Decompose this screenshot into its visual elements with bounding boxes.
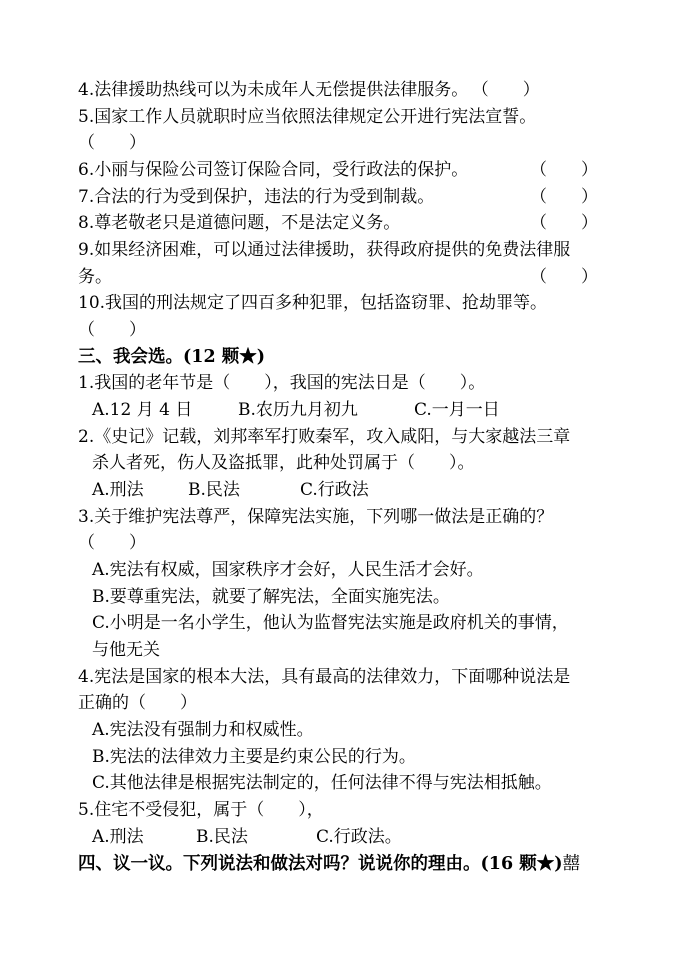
choice-q5-option-c: C.行政法。 <box>316 827 402 847</box>
choice-q1-text: 1.我国的老年节是（ ），我国的宪法日是（ ）。 <box>78 373 486 393</box>
choice-q4-option-b: B.宪法的法律效力主要是约束公民的行为。 <box>92 747 416 767</box>
judge-q9-line2: 务。 <box>78 267 112 287</box>
choice-q5-option-a: A.刑法 <box>92 827 144 847</box>
choice-q2-option-c: C.行政法 <box>300 480 369 500</box>
judge-q6-text: 6.小丽与保险公司签订保险合同，受行政法的保护。 <box>78 160 469 180</box>
choice-q5-option-b: B.民法 <box>196 827 248 847</box>
choice-q4-cont <box>78 690 648 716</box>
choice-q4-line1: 4.宪法是国家的根本大法，具有最高的法律效力，下面哪种说法是 <box>78 667 571 687</box>
judge-q8-blank: （ ） <box>530 213 598 233</box>
choice-q3-option-b: B.要尊重宪法，就要了解宪法，全面实施宪法。 <box>92 587 450 607</box>
choice-q1-options <box>92 397 648 423</box>
choice-q3-line1: 3.关于维护宪法尊严，保障宪法实施，下列哪一做法是正确的？ <box>78 507 554 527</box>
judge-q7-text: 7.合法的行为受到保护，违法的行为受到制裁。 <box>78 187 435 207</box>
choice-q2 <box>78 424 648 450</box>
choice-q3-option-a: A.宪法有权威，国家秩序才会好，人民生活才会好。 <box>92 560 484 580</box>
choice-q1-option-b: B.农历九月初九 <box>238 400 358 420</box>
choice-q4-option-a: A.宪法没有强制力和权威性。 <box>92 720 314 740</box>
judge-q4-blank: （ ） <box>480 80 540 100</box>
choice-q1 <box>78 370 648 396</box>
judge-q5-answer <box>78 130 648 156</box>
choice-q5-text: 5.住宅不受侵犯，属于（ ）， <box>78 800 324 820</box>
judge-q5 <box>78 104 648 130</box>
section4-heading-text: 四、议一议。下列说法和做法对吗？说说你的理由。(16 颗★) <box>78 854 563 874</box>
judge-q4-text: 4.法律援助热线可以为未成年人无偿提供法律服务。 <box>78 80 469 100</box>
choice-q1-option-c: C.一月一日 <box>414 400 500 420</box>
judge-q9-line1: 9.如果经济困难，可以通过法律援助，获得政府提供的免费法律服 <box>78 240 571 260</box>
choice-q2-line2: 杀人者死，伤人及盗抵罪，此种处罚属于（ ）。 <box>92 453 475 473</box>
judge-q9-cont <box>78 264 648 290</box>
judge-q4 <box>78 77 648 103</box>
choice-q3 <box>78 504 648 530</box>
section4-heading <box>78 851 684 877</box>
choice-q3-blank: （ ） <box>78 533 146 553</box>
choice-q4 <box>78 664 648 690</box>
choice-q2-option-a: A.刑法 <box>92 480 144 500</box>
judge-q9-blank: （ ） <box>530 267 598 287</box>
choice-q2-cont <box>92 450 648 476</box>
judge-q10 <box>78 290 648 316</box>
judge-q8-text: 8.尊老敬老只是道德问题，不是法定义务。 <box>78 213 401 233</box>
judge-q10-answer <box>78 317 648 343</box>
judge-q7-blank: （ ） <box>530 187 598 207</box>
choice-q2-option-b: B.民法 <box>188 480 240 500</box>
judge-q7 <box>78 184 648 210</box>
choice-q5 <box>78 797 648 823</box>
choice-q5-options <box>92 824 648 850</box>
judge-q5-blank: （ ） <box>78 133 146 153</box>
choice-q1-option-a: A.12 月 4 日 <box>92 400 193 420</box>
judge-q10-text: 10.我国的刑法规定了四百多种犯罪，包括盗窃罪、抢劫罪等。 <box>78 293 548 313</box>
choice-q4-option-c: C.其他法律是根据宪法制定的，任何法律不得与宪法相抵触。 <box>92 773 552 793</box>
choice-q3-answer <box>78 530 648 556</box>
judge-q6-blank: （ ） <box>530 160 598 180</box>
choice-q4-line2: 正确的（ ） <box>78 693 197 713</box>
judge-q6 <box>78 157 648 183</box>
choice-q3-option-c: C.小明是一名小学生，他认为监督宪法实施是政府机关的事情， <box>92 613 569 633</box>
judge-q5-text: 5.国家工作人员就职时应当依照法律规定公开进行宪法宣誓。 <box>78 107 537 127</box>
judge-q9 <box>78 237 648 263</box>
choice-q2-options <box>92 477 648 503</box>
judge-q8 <box>78 210 648 236</box>
choice-q2-line1: 2.《史记》记载，刘邦率军打败秦军，攻入咸阳，与大家越法三章 <box>78 427 571 447</box>
judge-q10-blank: （ ） <box>78 320 146 340</box>
section3-heading: 三、我会选。(12 颗★) <box>78 347 266 367</box>
section4-trail-glyph: 囍 <box>562 854 581 874</box>
choice-q3-option-c-cont: 与他无关 <box>92 640 160 660</box>
